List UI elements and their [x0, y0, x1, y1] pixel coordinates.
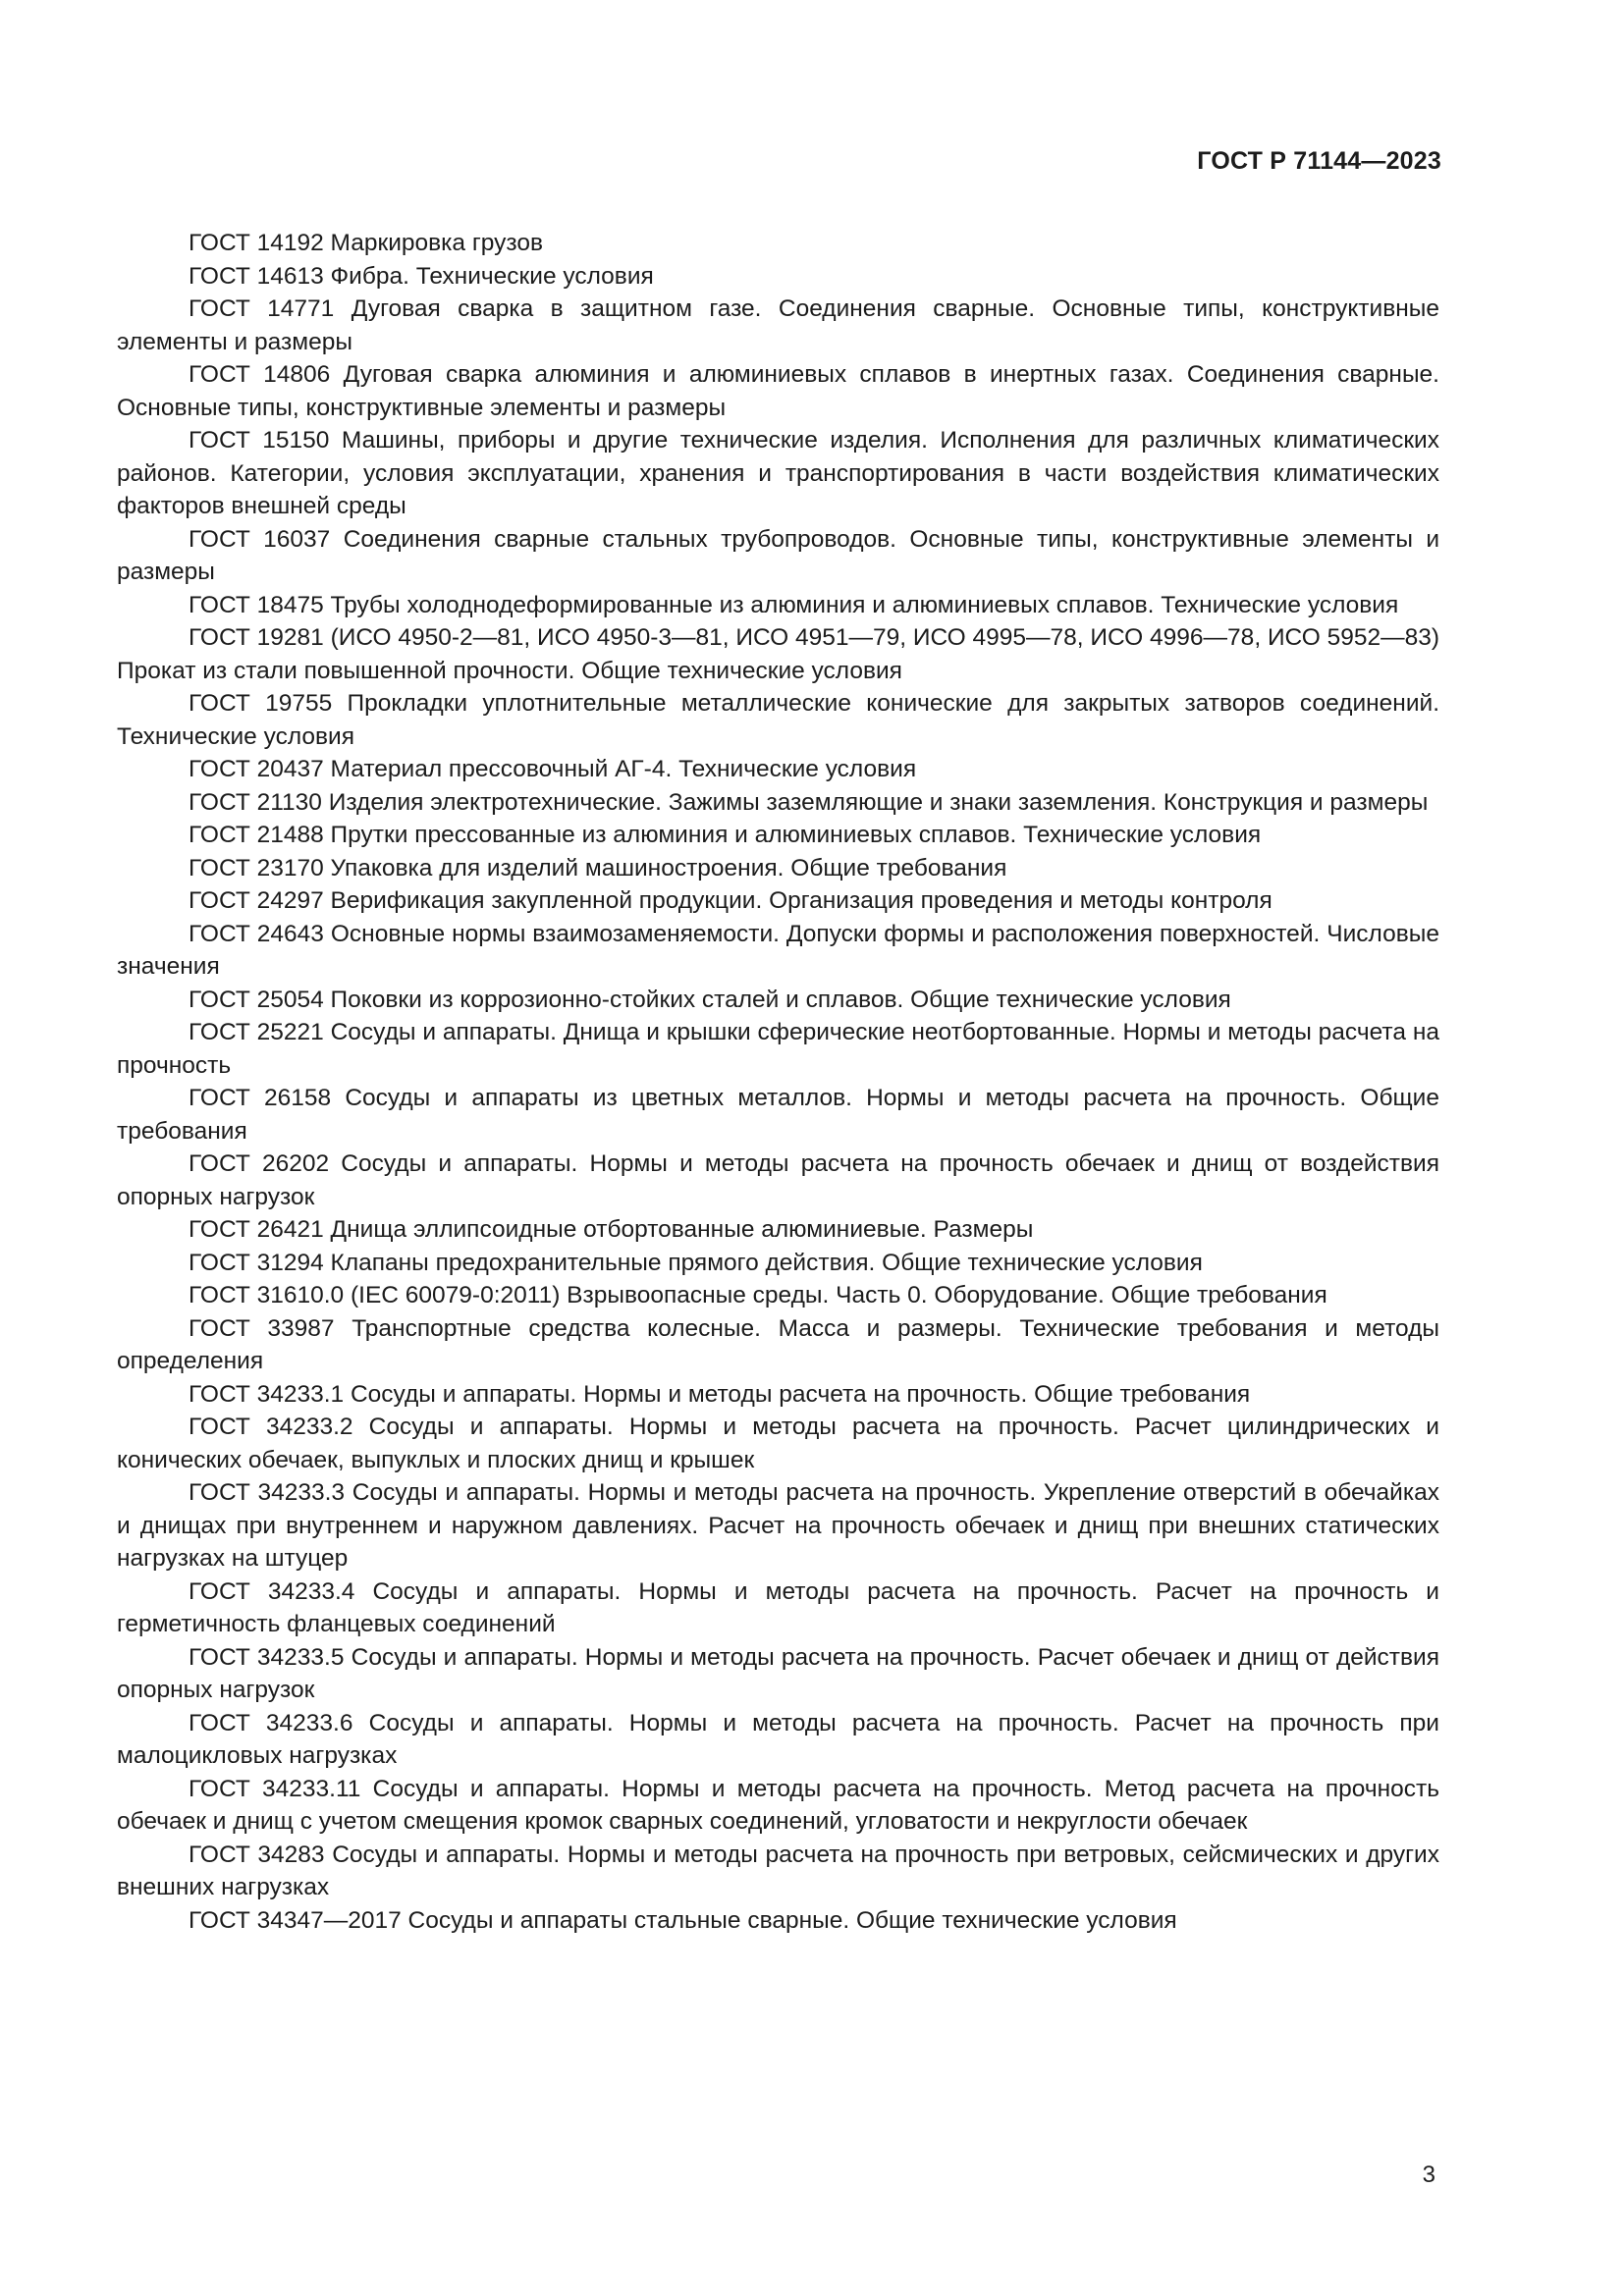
reference-title: Дуговая сварка алюминия и алюминиевых сплавов в инертных газах. Соединения сварные. Основные типы, конструктивные элементы и размеры — [117, 361, 1439, 421]
reference-entry — [117, 852, 1439, 885]
reference-title: Сосуды и аппараты стальные сварные. Общие технические условия — [407, 1906, 1177, 1934]
reference-entry — [117, 260, 1439, 294]
reference-entry — [117, 293, 1439, 358]
reference-title: (IEC 60079-0:2011) Взрывоопасные среды. Часть 0. Оборудование. Общие требования — [350, 1282, 1327, 1308]
reference-code: ГОСТ 26421 — [189, 1216, 324, 1243]
reference-code: ГОСТ 14613 — [189, 262, 324, 290]
reference-code: ГОСТ 25054 — [189, 986, 324, 1013]
reference-code: ГОСТ 14771 — [189, 295, 335, 322]
reference-title: Сосуды и аппараты. Нормы и методы расчета на прочность при ветровых, сейсмических и других внешних нагрузках — [117, 1841, 1439, 1900]
reference-code: ГОСТ 34233.1 — [189, 1380, 345, 1408]
reference-title: Сосуды и аппараты из цветных металлов. Нормы и методы расчета на прочность. Общие требования — [117, 1085, 1439, 1145]
reference-entry — [117, 1016, 1439, 1082]
reference-title: Фибра. Технические условия — [330, 262, 654, 290]
reference-code: ГОСТ 33987 — [189, 1314, 335, 1342]
reference-code: ГОСТ 15150 — [189, 427, 330, 454]
reference-entry — [117, 984, 1439, 1017]
reference-entry — [117, 1575, 1439, 1641]
reference-code: ГОСТ 26158 — [189, 1085, 332, 1111]
reference-title: Сосуды и аппараты. Нормы и методы расчета на прочность обечаек и днищ от воздействия опорных нагрузок — [117, 1150, 1439, 1210]
reference-title: Клапаны предохранительные прямого действия. Общие технические условия — [330, 1249, 1203, 1276]
reference-title: Сосуды и аппараты. Нормы и методы расчета на прочность. Расчет цилиндрических и конических обечаек, выпуклых и плоских днищ и крышек — [117, 1414, 1439, 1473]
reference-entry — [117, 753, 1439, 786]
reference-code: ГОСТ 34233.3 — [189, 1479, 346, 1506]
reference-entry — [117, 786, 1439, 820]
reference-title: Сосуды и аппараты. Нормы и методы расчета на прочность. Расчет обечаек и днищ от действия опорных нагрузок — [117, 1643, 1439, 1703]
reference-entry — [117, 621, 1439, 687]
reference-entry — [117, 1839, 1439, 1904]
reference-title: Поковки из коррозионно-стойких сталей и сплавов. Общие технические условия — [330, 986, 1231, 1013]
reference-title: Изделия электротехнические. Зажимы заземляющие и знаки заземления. Конструкция и размеры — [328, 788, 1429, 816]
reference-title: Прокладки уплотнительные металлические конические для закрытых затворов соединений. Технические условия — [117, 690, 1440, 750]
reference-entry — [117, 884, 1439, 918]
reference-code: ГОСТ 24643 — [189, 920, 324, 947]
reference-entry — [117, 227, 1439, 260]
reference-entry — [117, 1411, 1439, 1476]
reference-entry — [117, 1904, 1439, 1938]
reference-title: Упаковка для изделий машиностроения. Общие требования — [330, 854, 1007, 881]
reference-code: ГОСТ 21130 — [189, 788, 322, 816]
reference-entry — [117, 1378, 1439, 1412]
reference-code: ГОСТ 34233.4 — [189, 1577, 355, 1605]
reference-title: Маркировка грузов — [330, 230, 543, 256]
reference-title: Сосуды и аппараты. Нормы и методы расчета на прочность. Расчет на прочность при малоцикловых нагрузках — [117, 1709, 1439, 1769]
reference-entry — [117, 1082, 1439, 1148]
reference-title: Сосуды и аппараты. Нормы и методы расчета на прочность. Метод расчета на прочность обечаек и днищ с учетом смещения кромок сварных соединений, угловатости и некруглости обечаек — [117, 1775, 1440, 1835]
reference-title: Сосуды и аппараты. Нормы и методы расчета на прочность. Расчет на прочность и герметичность фланцевых соединений — [117, 1577, 1439, 1637]
reference-code: ГОСТ 21488 — [189, 822, 324, 848]
reference-entry — [117, 918, 1439, 984]
reference-entry — [117, 687, 1439, 753]
reference-code: ГОСТ 23170 — [189, 854, 324, 881]
page-number: 3 — [1422, 2162, 1435, 2188]
reference-code: ГОСТ 19281 — [189, 624, 324, 651]
reference-title: Верификация закупленной продукции. Организация проведения и методы контроля — [330, 887, 1272, 914]
document-header-id: ГОСТ Р 71144—2023 — [1197, 147, 1441, 175]
reference-entry — [117, 358, 1439, 424]
reference-title: Сосуды и аппараты. Нормы и методы расчета на прочность. Укрепление отверстий в обечайках и днищах при внутреннем и наружном давлениях. Расчет на прочность обечаек и днищ при внешних статических нагрузках на штуцер — [117, 1479, 1440, 1572]
reference-title: Соединения сварные стальных трубопроводов. Основные типы, конструктивные элементы и размеры — [117, 525, 1440, 585]
reference-entry — [117, 1213, 1439, 1247]
reference-code: ГОСТ 24297 — [189, 887, 324, 914]
reference-title: Машины, приборы и другие технические изделия. Исполнения для различных климатических районов. Категории, условия эксплуатации, хранения и транспортирования в части воздействия климатических факторов внешней среды — [117, 427, 1439, 519]
reference-code: ГОСТ 31294 — [189, 1249, 324, 1276]
normative-references-list — [117, 227, 1439, 1937]
reference-code: ГОСТ 25221 — [189, 1019, 324, 1045]
reference-entry — [117, 1247, 1439, 1280]
reference-title: Трубы холоднодеформированные из алюминия и алюминиевых сплавов. Технические условия — [330, 591, 1399, 618]
reference-code: ГОСТ 34233.5 — [189, 1643, 345, 1671]
reference-code: ГОСТ 16037 — [189, 525, 331, 553]
reference-entry — [117, 589, 1439, 622]
reference-code: ГОСТ 14806 — [189, 361, 331, 388]
reference-entry — [117, 1148, 1439, 1213]
reference-title: Дуговая сварка в защитном газе. Соединения сварные. Основные типы, конструктивные элементы и размеры — [117, 295, 1439, 355]
reference-title: Прутки прессованные из алюминия и алюминиевых сплавов. Технические условия — [330, 822, 1262, 848]
reference-entry — [117, 1773, 1439, 1839]
reference-entry — [117, 819, 1439, 852]
reference-title: Сосуды и аппараты. Нормы и методы расчета на прочность. Общие требования — [350, 1380, 1251, 1408]
reference-code: ГОСТ 31610.0 — [189, 1282, 345, 1308]
reference-title: Материал прессовочный АГ-4. Технические условия — [330, 756, 917, 782]
reference-title: Днища эллипсоидные отбортованные алюминиевые. Размеры — [330, 1216, 1034, 1243]
reference-code: ГОСТ 14192 — [189, 230, 324, 256]
reference-entry — [117, 523, 1439, 589]
reference-entry — [117, 424, 1439, 523]
reference-code: ГОСТ 34347—2017 — [189, 1906, 402, 1934]
reference-entry — [117, 1641, 1439, 1707]
reference-code: ГОСТ 34283 — [189, 1841, 325, 1868]
reference-title: Сосуды и аппараты. Днища и крышки сферические неотбортованные. Нормы и методы расчета на прочность — [117, 1019, 1439, 1079]
reference-entry — [117, 1707, 1439, 1773]
reference-code: ГОСТ 34233.2 — [189, 1414, 353, 1440]
reference-entry — [117, 1476, 1439, 1575]
reference-title: Основные нормы взаимозаменяемости. Допуски формы и расположения поверхностей. Числовые значения — [117, 920, 1439, 980]
reference-code: ГОСТ 20437 — [189, 756, 324, 782]
reference-code: ГОСТ 18475 — [189, 591, 324, 618]
reference-code: ГОСТ 19755 — [189, 690, 333, 717]
reference-entry — [117, 1279, 1439, 1312]
reference-title: Транспортные средства колесные. Масса и размеры. Технические требования и методы определения — [117, 1314, 1440, 1374]
reference-code: ГОСТ 26202 — [189, 1150, 330, 1177]
reference-title: (ИСО 4950-2—81, ИСО 4950-3—81, ИСО 4951—79, ИСО 4995—78, ИСО 4996—78, ИСО 5952—83) Прокат из стали повышенной прочности. Общие технические условия — [117, 624, 1439, 684]
reference-code: ГОСТ 34233.6 — [189, 1709, 353, 1736]
reference-entry — [117, 1312, 1439, 1378]
reference-code: ГОСТ 34233.11 — [189, 1775, 361, 1802]
